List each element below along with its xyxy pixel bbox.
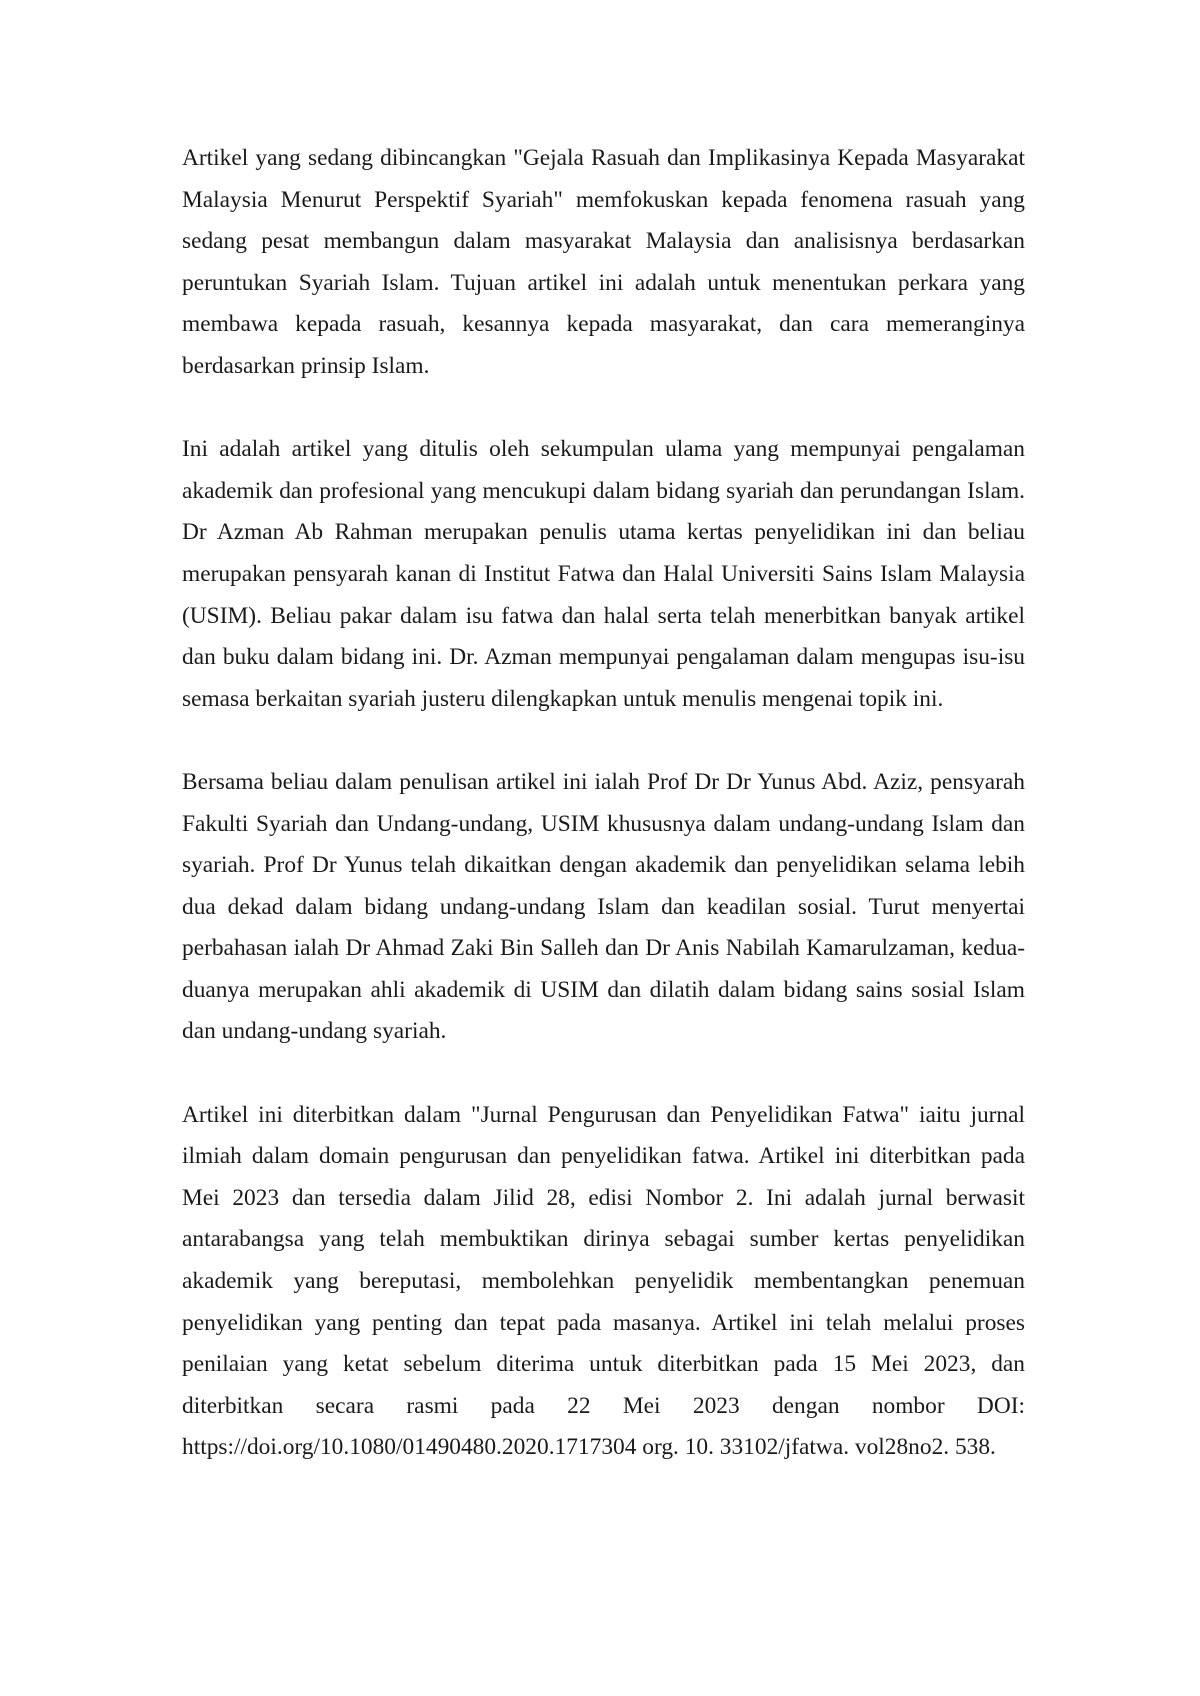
paragraph-publication-info: Artikel ini diterbitkan dalam "Jurnal Pengurusan dan Penyelidikan Fatwa" iaitu jurnal ilmiah dalam domain pengurusan dan penyelidikan fatwa. Artikel ini diterbitkan pada Mei 2023 dan tersedia dalam Jilid 28, edisi Nombor 2. Ini adalah jurnal berwasit antarabangsa yang telah membuktikan dirinya sebagai sumber kertas penyelidikan akademik yang bereputasi, membolehkan penyelidik membentangkan penemuan penyelidikan yang penting dan tepat pada masanya. Artikel ini telah melalui proses penilaian yang ketat sebelum diterima untuk diterbitkan pada 15 Mei 2023, dan diterbitkan secara rasmi pada 22 Mei 2023 dengan nombor DOI: https://doi.org/10.1080/01490480.2020.1717304 org. 10. 33102/jfatwa. vol28no2. 538. [182, 1101, 1025, 1461]
document-body [182, 138, 1025, 1469]
paragraph-article-summary: Artikel yang sedang dibincangkan "Gejala Rasuah dan Implikasinya Kepada Masyarakat Malaysia Menurut Perspektif Syariah" memfokuskan kepada fenomena rasuah yang sedang pesat membangun dalam masyarakat Malaysia dan analisisnya berdasarkan peruntukan Syariah Islam. Tujuan artikel ini adalah untuk menentukan perkara yang membawa kepada rasuah, kesannya kepada masyarakat, dan cara memeranginya berdasarkan prinsip Islam. [182, 145, 1025, 379]
paragraph-co-authors: Bersama beliau dalam penulisan artikel ini ialah Prof Dr Dr Yunus Abd. Aziz, pensyarah Fakulti Syariah dan Undang-undang, USIM khususnya dalam undang-undang Islam dan syariah. Prof Dr Yunus telah dikaitkan dengan akademik dan penyelidikan selama lebih dua dekad dalam bidang undang-undang Islam dan keadilan sosial. Turut menyertai perbahasan ialah Dr Ahmad Zaki Bin Salleh dan Dr Anis Nabilah Kamarulzaman, kedua-duanya merupakan ahli akademik di USIM dan dilatih dalam bidang sains sosial Islam dan undang-undang syariah. [182, 768, 1025, 1045]
paragraph-main-author: Ini adalah artikel yang ditulis oleh sekumpulan ulama yang mempunyai pengalaman akademik dan profesional yang mencukupi dalam bidang syariah dan perundangan Islam. Dr Azman Ab Rahman merupakan penulis utama kertas penyelidikan ini dan beliau merupakan pensyarah kanan di Institut Fatwa dan Halal Universiti Sains Islam Malaysia (USIM). Beliau pakar dalam isu fatwa dan halal serta telah menerbitkan banyak artikel dan buku dalam bidang ini. Dr. Azman mempunyai pengalaman dalam mengupas isu-isu semasa berkaitan syariah justeru dilengkapkan untuk menulis mengenai topik ini. [182, 436, 1025, 712]
